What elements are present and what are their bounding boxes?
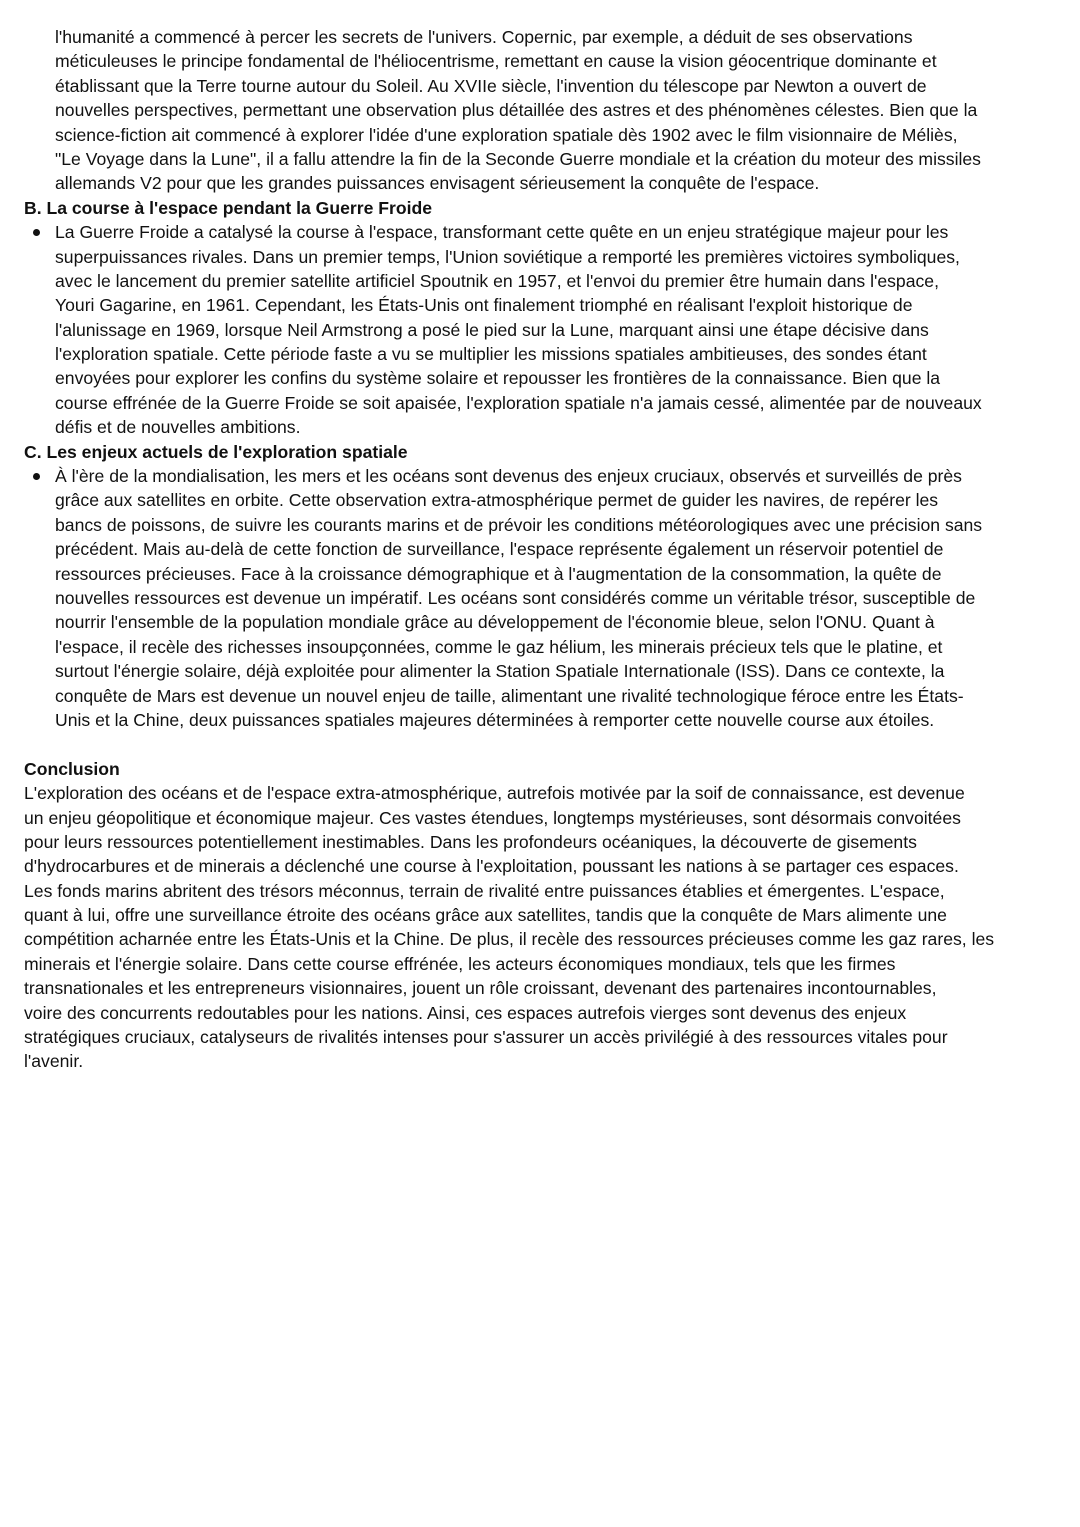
text-line: surtout l'énergie solaire, déjà exploitée pour alimenter la Station Spatiale Internationale (ISS). Dans ce contexte, la [55,661,945,682]
text-line: envoyées pour explorer les confins du système solaire et repousser les frontières de la connaissance. Bien que la [55,368,941,389]
section-c-heading: C. Les enjeux actuels de l'exploration spatiale [24,441,408,462]
section-b-bullet [0,220,1080,440]
text-line: pour leurs ressources potentiellement inestimables. Dans les profondeurs océaniques, la découverte de gisements [24,831,917,852]
text-line: méticuleuses le principe fondamental de l'héliocentrisme, remettant en cause la vision géocentrique dominante et [55,51,937,72]
section-c-bullet [0,464,1080,732]
text-line: L'exploration des océans et de l'espace extra-atmosphérique, autrefois motivée par la soif de connaissance, est devenue [24,783,965,804]
text-line: l'avenir. [24,1051,84,1072]
text-line: "Le Voyage dans la Lune", il a fallu attendre la fin de la Seconde Guerre mondiale et la création du moteur des missiles [55,148,981,169]
text-line: nourrir l'ensemble de la population mondiale grâce au développement de l'économie bleue, selon l'ONU. Quant à [55,612,935,633]
text-line: minerais et l'énergie solaire. Dans cette course effrénée, les acteurs économiques mondiaux, tels que les firmes [24,953,896,974]
text-line: nouvelles perspectives, permettant une observation plus détaillée des astres et des phénomènes célestes. Bien que la [55,100,978,121]
text-line: superpuissances rivales. Dans un premier temps, l'Union soviétique a remporté les premières victoires symboliques, [55,246,960,267]
text-line: défis et de nouvelles ambitions. [55,417,301,438]
text-line: l'espace, il recèle des richesses insoupçonnées, comme le gaz hélium, les minerais précieux tels que le platine, et [55,636,943,657]
text-line: un enjeu géopolitique et économique majeur. Ces vastes étendues, longtemps mystérieuses, sont désormais convoitées [24,807,961,828]
text-line: conquête de Mars est devenue un nouvel enjeu de taille, alimentant une rivalité technologique féroce entre les États- [55,685,964,706]
text-line: nouvelles ressources est devenue un impératif. Les océans sont considérés comme un véritable trésor, susceptible de [55,587,976,608]
text-line: Youri Gagarine, en 1961. Cependant, les États-Unis ont finalement triomphé en réalisant l'exploit historique de [55,295,913,316]
text-line: allemands V2 pour que les grandes puissances envisagent sérieusement la conquête de l'espace. [55,173,820,194]
text-line: voire des concurrents redoutables pour les nations. Ainsi, ces espaces autrefois vierges sont devenus des enjeux [24,1002,907,1023]
text-line: l'humanité a commencé à percer les secrets de l'univers. Copernic, par exemple, a déduit de ses observations [55,27,913,47]
text-line: stratégiques cruciaux, catalyseurs de rivalités intenses pour s'assurer un accès privilégié à des ressources vitales pour [24,1027,948,1048]
text-line: Les fonds marins abritent des trésors méconnus, terrain de rivalité entre puissances établies et émergentes. L'espace, [24,880,945,901]
text-line: Unis et la Chine, deux puissances spatiales majeures déterminées à remporter cette nouvelle course aux étoiles. [55,709,935,730]
text-line: bancs de poissons, de suivre les courants marins et de prévoir les conditions météorologiques avec une précision sans [55,514,983,535]
text-line: compétition acharnée entre les États-Unis et la Chine. De plus, il recèle des ressources précieuses comme les gaz rares, les [24,929,995,950]
section-b-heading: B. La course à l'espace pendant la Guerre Froide [24,197,432,218]
text-line: science-fiction ait commencé à explorer l'idée d'une exploration spatiale dès 1902 avec le film visionnaire de Méliès, [55,124,958,145]
section-a-continued [0,25,1080,196]
text-line: d'hydrocarbures et de minerais a déclenché une course à l'exploitation, poussant les nations à se partager ces espaces. [24,856,959,877]
text-line: transnationales et les entrepreneurs visionnaires, jouent un rôle croissant, devenant des partenaires incontournables, [24,978,937,999]
bullet-icon [33,473,40,480]
text-line: précédent. Mais au-delà de cette fonction de surveillance, l'espace représente également un réservoir potentiel de [55,539,944,560]
document-page [0,25,1080,1074]
text-line: établissant que la Terre tourne autour du Soleil. Au XVIIe siècle, l'invention du télescope par Newton a ouvert de [55,75,927,96]
text-line: quant à lui, offre une surveillance étroite des océans grâce aux satellites, tandis que la conquête de Mars alimente une [24,905,947,926]
text-line: À l'ère de la mondialisation, les mers et les océans sont devenus des enjeux cruciaux, observés et surveillés de près [55,466,962,487]
conclusion-paragraph [0,781,1080,1074]
text-line: course effrénée de la Guerre Froide se soit apaisée, l'exploration spatiale n'a jamais cessé, alimentée par de nouveaux [55,392,982,413]
text-line: La Guerre Froide a catalysé la course à l'espace, transformant cette quête en un enjeu stratégique majeur pour les [55,222,949,243]
text-line: ressources précieuses. Face à la croissance démographique et à l'augmentation de la consommation, la quête de [55,563,942,584]
text-line: l'alunissage en 1969, lorsque Neil Armstrong a posé le pied sur la Lune, marquant ainsi une étape décisive dans [55,319,929,340]
text-line: avec le lancement du premier satellite artificiel Spoutnik en 1957, et l'envoi du premier être humain dans l'espace, [55,270,939,291]
text-line: l'exploration spatiale. Cette période faste a vu se multiplier les missions spatiales ambitieuses, des sondes étant [55,344,927,365]
text-line: grâce aux satellites en orbite. Cette observation extra-atmosphérique permet de guider les navires, de repérer les [55,490,939,511]
conclusion-heading: Conclusion [24,758,120,779]
